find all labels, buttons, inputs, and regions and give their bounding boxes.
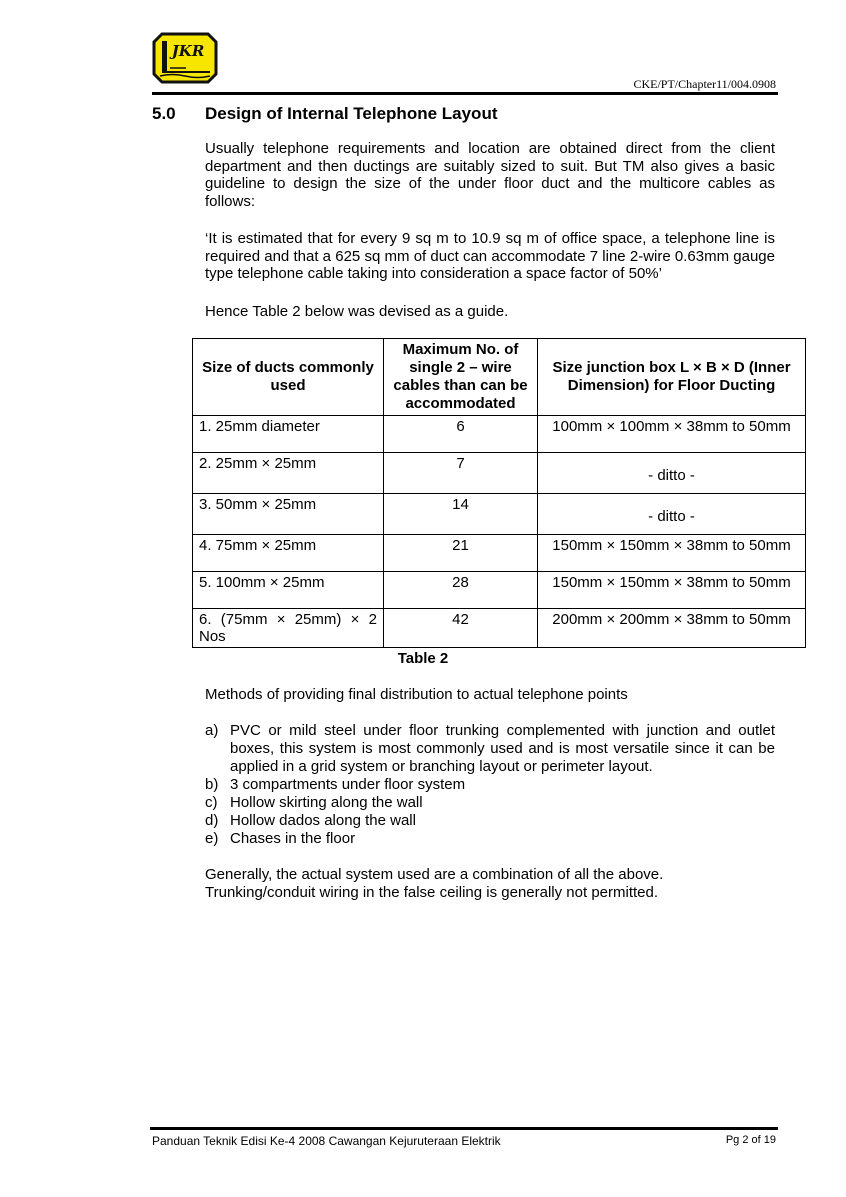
junction-box-cell: - ditto - xyxy=(538,494,806,535)
list-item xyxy=(205,794,775,812)
header-junction-box: Size junction box L × B × D (Inner Dimension) for Floor Ducting xyxy=(538,339,806,416)
section-heading xyxy=(152,104,498,124)
duct-size-table xyxy=(192,338,806,648)
table-row xyxy=(193,416,806,453)
intro-paragraph: Usually telephone requirements and location are obtained direct from the client department and then ductings are suitably sized to suit. But TM also gives a basic guideline to design the size of the under floor duct and the multicore cables as follows: xyxy=(205,140,775,210)
quote-paragraph: ‘It is estimated that for every 9 sq m to 10.9 sq m of office space, a telephone line is required and that a 625 sq mm of duct can accommodate 7 line 2-wire 0.63mm gauge type telephone cable taking into consideration a space factor of 50%’ xyxy=(205,230,775,282)
document-reference: CKE/PT/Chapter11/004.0908 xyxy=(633,77,776,91)
page-number: Pg 2 of 19 xyxy=(725,1134,776,1146)
methods-list xyxy=(205,722,775,848)
section-number: 5.0 xyxy=(152,104,176,123)
max-cables-cell: 42 xyxy=(384,609,538,648)
hence-paragraph: Hence Table 2 below was devised as a guide. xyxy=(205,303,509,320)
logo-text: JKR xyxy=(171,42,205,60)
max-cables-cell: 28 xyxy=(384,572,538,609)
duct-size-cell: 1. 25mm diameter xyxy=(193,416,384,453)
duct-size-cell: 5. 100mm × 25mm xyxy=(193,572,384,609)
duct-size-cell: 6. (75mm × 25mm) × 2 Nos xyxy=(193,609,384,648)
table-header-row xyxy=(193,339,806,416)
junction-box-cell: - ditto - xyxy=(538,453,806,494)
footer-text: Panduan Teknik Edisi Ke-4 2008 Cawangan Kejuruteraan Elektrik xyxy=(152,1134,501,1148)
max-cables-cell: 21 xyxy=(384,535,538,572)
header-rule xyxy=(152,92,778,95)
max-cables-cell: 7 xyxy=(384,453,538,494)
header-duct-size: Size of ducts commonly used xyxy=(193,339,384,416)
table-caption: Table 2 xyxy=(397,650,449,667)
duct-size-cell: 2. 25mm × 25mm xyxy=(193,453,384,494)
junction-box-cell: 150mm × 150mm × 38mm to 50mm xyxy=(538,535,806,572)
list-item-text: PVC or mild steel under floor trunking complemented with junction and outlet boxes, this system is most commonly used and is most versatile since it can be applied in a grid system or branching layout or perimeter layout. xyxy=(230,722,775,775)
list-item-text: Hollow skirting along the wall xyxy=(230,794,423,811)
section-title: Design of Internal Telephone Layout xyxy=(205,104,498,123)
list-item xyxy=(205,830,775,848)
duct-size-cell: 4. 75mm × 25mm xyxy=(193,535,384,572)
jkr-logo xyxy=(152,32,218,84)
list-item xyxy=(205,812,775,830)
max-cables-cell: 6 xyxy=(384,416,538,453)
closing-line-1: Generally, the actual system used are a combination of all the above. xyxy=(205,866,664,883)
list-item-text: Chases in the floor xyxy=(230,830,356,847)
table-row xyxy=(193,609,806,648)
list-item xyxy=(205,722,775,776)
list-marker: a) xyxy=(205,722,219,739)
table-row xyxy=(193,572,806,609)
junction-box-cell: 100mm × 100mm × 38mm to 50mm xyxy=(538,416,806,453)
footer-rule xyxy=(150,1127,778,1130)
list-item xyxy=(205,776,775,794)
list-marker: d) xyxy=(205,812,219,829)
list-item-text: Hollow dados along the wall xyxy=(230,812,416,829)
junction-box-cell: 200mm × 200mm × 38mm to 50mm xyxy=(538,609,806,648)
table-row xyxy=(193,453,806,494)
table-row xyxy=(193,535,806,572)
header-max-cables: Maximum No. of single 2 – wire cables than can be accommodated xyxy=(384,339,538,416)
max-cables-cell: 14 xyxy=(384,494,538,535)
list-marker: c) xyxy=(205,794,218,811)
list-marker: b) xyxy=(205,776,219,793)
table-row xyxy=(193,494,806,535)
junction-box-cell: 150mm × 150mm × 38mm to 50mm xyxy=(538,572,806,609)
methods-intro: Methods of providing final distribution to actual telephone points xyxy=(205,686,628,703)
duct-size-cell: 3. 50mm × 25mm xyxy=(193,494,384,535)
list-item-text: 3 compartments under floor system xyxy=(230,776,466,793)
closing-line-2: Trunking/conduit wiring in the false ceiling is generally not permitted. xyxy=(205,884,659,901)
list-marker: e) xyxy=(205,830,219,847)
